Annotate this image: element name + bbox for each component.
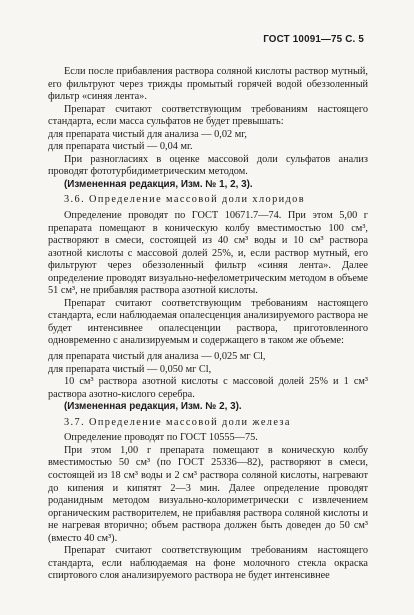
- paragraph-iron-criteria: Препарат считают соответствующим требованиям настоящего стандарта, если наблюдаемая на фоне молочного стекла окраска спиртового слоя анализируемого раствора не будет интенсивнее: [48, 545, 368, 582]
- line-sulfate-limit-pure-analysis: для препарата чистый для анализа — 0,02 мг,: [48, 128, 247, 140]
- paragraph-chloride-criteria: Препарат считают соответствующим требованиям настоящего стандарта, если наблюдаемая опалесценция анализируемого раствора не будет интенсивнее опалесценции раствора, приготовленного одновременно с анализируемым и содержащего в таком же объеме:: [48, 297, 368, 347]
- section-heading-iron: 3.7. Определение массовой доли железа: [64, 416, 291, 428]
- amendment-note: (Измененная редакция, Изм. № 1, 2, 3).: [64, 178, 253, 190]
- amendment-note: (Измененная редакция, Изм. № 2, 3).: [64, 401, 242, 413]
- line-chloride-limit-pure: для препарата чистый — 0,050 мг Cl,: [48, 363, 212, 375]
- line-chloride-limit-pure-analysis: для препарата чистый для анализа — 0,025 мг Cl,: [48, 351, 266, 363]
- section-heading-chlorides: 3.6. Определение массовой доли хлоридов: [64, 194, 305, 206]
- paragraph-chloride-reagents: 10 см³ раствора азотной кислоты с массовой долей 25% и 1 см³ раствора азотно-кислого серебра.: [48, 376, 368, 400]
- paragraph-sulfate-filtration: Если после прибавления раствора соляной кислоты раствор мутный, его фильтруют через трижды промытый горячей водой обеззоленный фильтр «синяя лента».: [48, 66, 368, 103]
- paragraph-iron-standard: Определение проводят по ГОСТ 10555—75.: [64, 432, 258, 444]
- paragraph-sulfate-criteria: Препарат считают соответствующим требованиям настоящего стандарта, если масса сульфатов не будет превышать:: [48, 103, 368, 128]
- line-sulfate-limit-pure: для препарата чистый — 0,04 мг.: [48, 141, 193, 153]
- paragraph-iron-method: При этом 1,00 г препарата помещают в коническую колбу вместимостью 50 см³ (по ГОСТ 25336—82), растворяют в смеси, состоящей из 18 см³ воды и 2 см³ раствора соляной кислоты, нагревают до кипения и кипятят 2—3 мин. Далее определение проводят роданидным методом визуально-колориметрически с извлечением органическим растворителем, не прибавляя раствора соляной кислоты и не нагревая вторично; объем раствора должен быть доведен до 50 см³ (вместо 40 см³).: [48, 444, 368, 544]
- paragraph-sulfate-disagreement: При разногласиях в оценке массовой доли сульфатов анализ проводят фототурбидиметрическим методом.: [48, 153, 368, 178]
- paragraph-chloride-method: Определение проводят по ГОСТ 10671.7—74. При этом 5,00 г препарата помещают в коническую колбу вместимостью 100 см³, растворяют в смеси, состоящей из 40 см³ воды и 10 см³ раствора азотной кислоты с массовой долей 25%, и, если раствор мутный, его фильтруют через обеззоленный фильтр «синяя лента». Далее определение проводят визуально-нефелометрическим методом в объеме 51 см³, не прибавляя раствора азотной кислоты.: [48, 210, 368, 297]
- page-header: ГОСТ 10091—75 С. 5: [263, 34, 364, 45]
- document-body: [48, 66, 368, 583]
